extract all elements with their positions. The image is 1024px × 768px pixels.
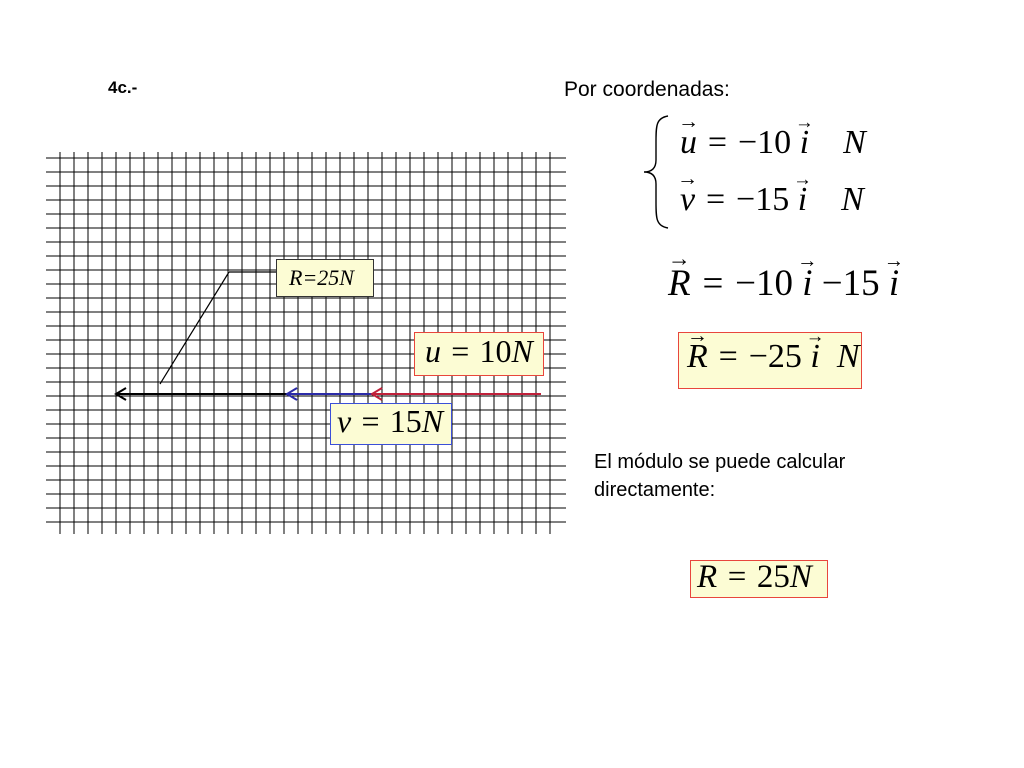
- resultant-vector-box: → R = −25 → i N: [678, 332, 862, 389]
- resultant-label-box: R=25N: [276, 259, 374, 297]
- magnitude-note: El módulo se puede calcular directamente:: [594, 451, 846, 501]
- resultant-sum-equation: → R = −10 → i −15 → i: [668, 262, 899, 305]
- v-vector-symbol: → v: [680, 181, 695, 219]
- u-vector-symbol: → u: [680, 124, 697, 162]
- equation-v: → v = −15 → i N: [680, 181, 864, 219]
- section-heading: Por coordenadas:: [564, 78, 730, 101]
- u-vector-arrow: [372, 388, 541, 400]
- resultant-label-leader: [160, 272, 229, 384]
- left-brace: [638, 112, 678, 232]
- u-label-box: u = 10N: [414, 332, 544, 376]
- i-unit-vector: → i: [798, 181, 807, 219]
- i-unit-vector: → i: [800, 124, 809, 162]
- v-label-box: v = 15N: [330, 403, 452, 445]
- equation-u: → u = −10 → i N: [680, 124, 866, 162]
- magnitude-box: R = 25N: [690, 560, 828, 598]
- exercise-label: 4c.-: [108, 78, 138, 97]
